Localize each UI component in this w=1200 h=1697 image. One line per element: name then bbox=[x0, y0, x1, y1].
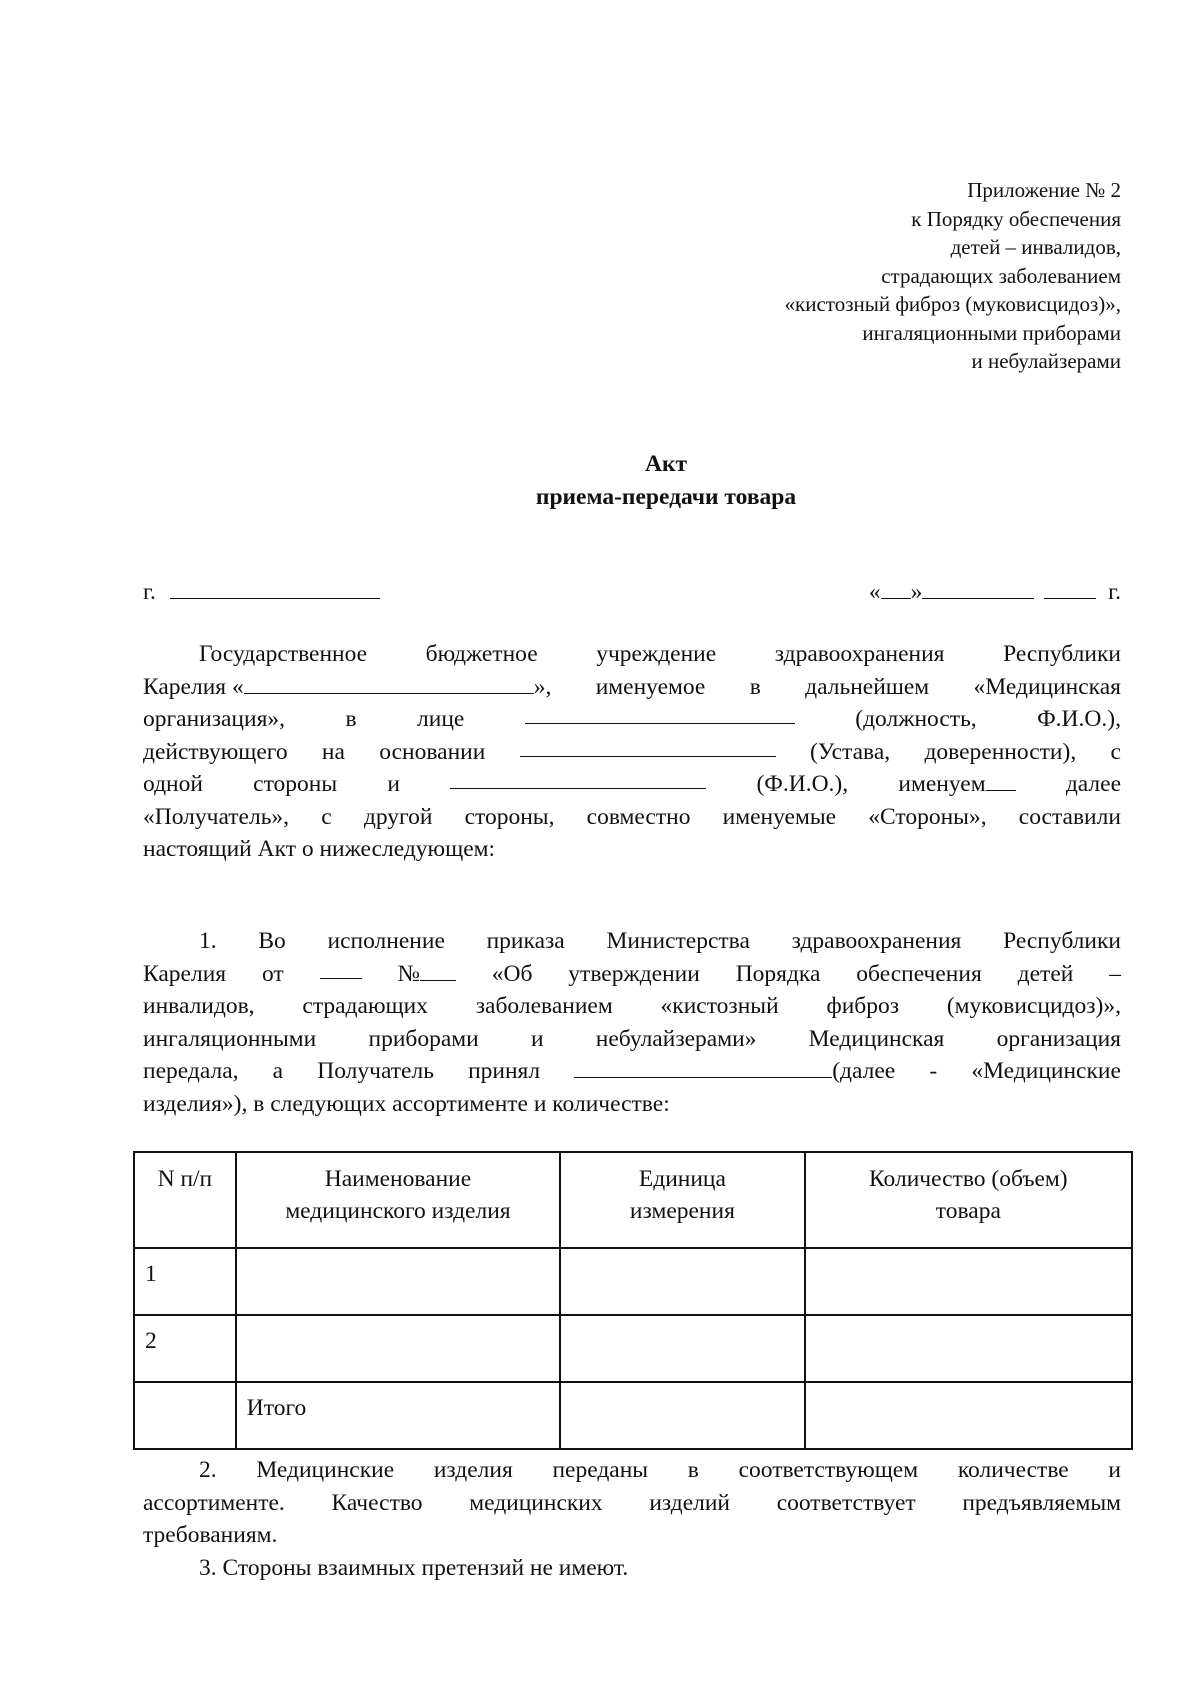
word: именуемые bbox=[722, 803, 837, 830]
date-open-quote: « bbox=[868, 579, 881, 605]
word: заболеванием bbox=[475, 993, 613, 1019]
word: далее bbox=[1065, 771, 1121, 797]
word: дальнейшем bbox=[805, 673, 930, 700]
word: Медицинские bbox=[256, 1457, 395, 1483]
goods-table bbox=[133, 1151, 1133, 1450]
word: совместно bbox=[586, 803, 691, 830]
table-cell: Итого bbox=[236, 1382, 560, 1449]
clause2-last-line: требованиям. bbox=[143, 1522, 278, 1548]
table-cell bbox=[134, 1382, 236, 1449]
word: Республики bbox=[1003, 928, 1121, 954]
intro-last-line: настоящий Акт о нижеследующем: bbox=[143, 836, 496, 862]
appendix-line: Приложение № 2 bbox=[967, 178, 1121, 202]
word: (должность, bbox=[855, 706, 977, 732]
header-text: Наименование bbox=[324, 1166, 472, 1192]
position-name-blank bbox=[525, 703, 795, 724]
word: учреждение bbox=[596, 641, 717, 667]
word: одной bbox=[143, 771, 203, 797]
order-number bbox=[397, 958, 455, 991]
word: обеспечения bbox=[856, 960, 982, 987]
word: и bbox=[530, 1025, 544, 1052]
word: предъявляемым bbox=[962, 1489, 1121, 1516]
clause2-row-1 bbox=[143, 1454, 1121, 1487]
word: и bbox=[1108, 1457, 1121, 1483]
table-cell: 2 bbox=[134, 1315, 236, 1382]
word: здравоохранения bbox=[791, 928, 962, 954]
word: передала, bbox=[143, 1058, 239, 1084]
word: составили bbox=[1018, 803, 1121, 830]
word: приборами bbox=[368, 1025, 479, 1052]
table-cell bbox=[805, 1315, 1132, 1382]
clause1-row-6 bbox=[143, 1088, 1121, 1121]
clause-3 bbox=[143, 1552, 1121, 1585]
date-close-quote: » bbox=[910, 579, 923, 605]
clause1-row-5 bbox=[143, 1055, 1121, 1088]
word: фиброз bbox=[826, 993, 900, 1019]
word: стороны bbox=[253, 771, 338, 797]
table-cell bbox=[560, 1248, 805, 1315]
title-line-1: Акт bbox=[644, 451, 688, 477]
appendix-line: ингаляционными приборами bbox=[862, 320, 1121, 345]
word: от bbox=[261, 960, 284, 987]
city-prefix: г. bbox=[143, 579, 156, 605]
year-blank bbox=[1044, 578, 1096, 599]
word: », bbox=[533, 673, 552, 700]
word: и bbox=[387, 771, 400, 797]
table-header-row bbox=[134, 1152, 1132, 1248]
document-title bbox=[0, 448, 1200, 514]
title-line-2: приема-передачи товара bbox=[535, 484, 797, 510]
word: приказа bbox=[486, 928, 565, 954]
word: Карелия bbox=[143, 960, 227, 987]
word: «кистозный bbox=[660, 993, 779, 1019]
intro-row-5 bbox=[143, 768, 1121, 801]
word: Республики bbox=[1003, 641, 1121, 667]
goods-blank bbox=[574, 1057, 832, 1078]
word: (Устава, bbox=[809, 738, 891, 765]
word: «Медицинская bbox=[973, 673, 1121, 700]
word: организация», bbox=[143, 706, 286, 732]
word: «Об bbox=[491, 960, 533, 987]
clause1-row-3 bbox=[143, 990, 1121, 1023]
intro-row-2 bbox=[143, 671, 1121, 704]
appendix-line: «кистозный фиброз (муковисцидоз)», bbox=[784, 292, 1121, 316]
word: инвалидов, bbox=[143, 993, 255, 1019]
city-blank bbox=[170, 578, 380, 599]
goods-blank-group bbox=[574, 1055, 895, 1088]
word: Министерства bbox=[606, 928, 750, 954]
word: (далее bbox=[832, 1058, 896, 1084]
word: 1. bbox=[199, 928, 217, 954]
word: переданы bbox=[552, 1457, 649, 1483]
word: «Медицинские bbox=[971, 1058, 1121, 1084]
table-cell bbox=[805, 1248, 1132, 1315]
org-name-blank bbox=[244, 673, 534, 694]
table-cell bbox=[236, 1248, 560, 1315]
table-cell bbox=[805, 1382, 1132, 1449]
table-total-row bbox=[134, 1382, 1132, 1449]
city-line bbox=[143, 578, 380, 606]
word: Порядка bbox=[735, 960, 821, 987]
word: страдающих bbox=[302, 993, 428, 1019]
appendix-line: и небулайзерами bbox=[971, 349, 1121, 373]
word: действующего bbox=[143, 738, 288, 765]
appendix-header bbox=[785, 176, 1121, 376]
day-blank bbox=[881, 578, 911, 599]
intro-row-1 bbox=[143, 638, 1121, 671]
named-word bbox=[898, 768, 1015, 801]
header-text: N п/п bbox=[157, 1166, 213, 1192]
word: № bbox=[397, 960, 420, 987]
intro-org-name bbox=[143, 671, 551, 704]
intro-row-7 bbox=[143, 833, 1121, 866]
intro-row-4 bbox=[143, 736, 1121, 769]
word: утверждении bbox=[568, 960, 700, 987]
word: с bbox=[1110, 738, 1121, 765]
word: исполнение bbox=[327, 928, 445, 954]
word: соответствующем bbox=[738, 1457, 919, 1483]
intro-row-3 bbox=[143, 703, 1121, 736]
word: детей bbox=[1017, 960, 1074, 987]
word: Получатель bbox=[317, 1058, 434, 1084]
word: - bbox=[929, 1058, 938, 1084]
order-number-blank bbox=[420, 960, 456, 981]
clause1-row-2 bbox=[143, 958, 1121, 991]
word: (муковисцидоз)», bbox=[946, 993, 1121, 1019]
word: в bbox=[345, 706, 357, 732]
word: Медицинская bbox=[808, 1025, 945, 1052]
word: доверенности), bbox=[924, 738, 1077, 765]
word: именуемое bbox=[595, 673, 706, 700]
word: лице bbox=[417, 706, 465, 732]
word: а bbox=[272, 1058, 284, 1084]
word: Ф.И.О.), bbox=[1037, 706, 1121, 732]
date-line bbox=[869, 578, 1121, 606]
word: изделия bbox=[433, 1457, 513, 1483]
header-text: медицинского изделия bbox=[285, 1198, 511, 1224]
word: здравоохранения bbox=[774, 641, 945, 667]
word: основании bbox=[379, 738, 486, 765]
word: Во bbox=[258, 928, 286, 954]
clause2-row-3 bbox=[143, 1519, 1121, 1552]
clause-1 bbox=[143, 925, 1121, 1120]
word: «Стороны», bbox=[868, 803, 987, 830]
word: небулайзерами» bbox=[595, 1025, 757, 1052]
word: бюджетное bbox=[425, 641, 538, 667]
appendix-line: страдающих заболеванием bbox=[881, 263, 1121, 288]
word: 2. bbox=[199, 1457, 217, 1483]
header-cell-quantity bbox=[805, 1152, 1132, 1248]
word: «Получатель», bbox=[143, 803, 290, 830]
clause1-last-line: изделия»), в следующих ассортименте и количестве: bbox=[143, 1090, 670, 1117]
table-cell bbox=[560, 1315, 805, 1382]
clause1-row-1 bbox=[143, 925, 1121, 958]
word: с bbox=[321, 803, 332, 830]
header-cell-name bbox=[236, 1152, 560, 1248]
word: Карелия « bbox=[143, 673, 244, 700]
appendix-line: к Порядку обеспечения bbox=[911, 206, 1121, 231]
word: принял bbox=[468, 1058, 541, 1084]
table-cell bbox=[560, 1382, 805, 1449]
word: именуем bbox=[898, 771, 986, 797]
appendix-line: детей – инвалидов, bbox=[950, 235, 1121, 259]
table-cell bbox=[236, 1315, 560, 1382]
word: количестве bbox=[957, 1457, 1069, 1483]
intro-row-6 bbox=[143, 801, 1121, 834]
header-cell-unit bbox=[560, 1152, 805, 1248]
word: ингаляционными bbox=[143, 1025, 317, 1052]
table-row bbox=[134, 1315, 1132, 1382]
table-cell: 1 bbox=[134, 1248, 236, 1315]
intro-paragraph bbox=[143, 638, 1121, 866]
word: соответствует bbox=[776, 1489, 916, 1516]
word: в bbox=[687, 1457, 699, 1483]
ending-blank bbox=[986, 770, 1016, 791]
word: медицинских bbox=[469, 1489, 603, 1516]
basis-blank bbox=[520, 736, 776, 757]
header-text: Количество (объем) bbox=[869, 1166, 1068, 1192]
month-blank bbox=[922, 578, 1034, 599]
word: организация bbox=[996, 1025, 1121, 1052]
header-cell-number bbox=[134, 1152, 236, 1248]
word: (Ф.И.О.), bbox=[756, 771, 849, 797]
word: другой bbox=[363, 803, 433, 830]
word: Качество bbox=[331, 1489, 423, 1516]
year-suffix: г. bbox=[1108, 579, 1121, 605]
header-text: товара bbox=[935, 1198, 1001, 1224]
word: – bbox=[1109, 960, 1121, 987]
order-date-blank bbox=[320, 958, 362, 979]
word: Государственное bbox=[199, 641, 368, 667]
word: изделий bbox=[649, 1489, 731, 1516]
table-row bbox=[134, 1248, 1132, 1315]
clause1-row-4 bbox=[143, 1023, 1121, 1056]
closing-clauses bbox=[143, 1454, 1121, 1584]
word: в bbox=[749, 673, 761, 700]
clause3-text: 3. Стороны взаимных претензий не имеют. bbox=[199, 1554, 629, 1581]
word: на bbox=[321, 738, 345, 765]
header-text: Единица bbox=[638, 1166, 726, 1192]
word: ассортименте. bbox=[143, 1489, 285, 1516]
recipient-name-blank bbox=[450, 768, 706, 789]
word: стороны, bbox=[464, 803, 555, 830]
clause2-row-2 bbox=[143, 1487, 1121, 1520]
header-text: измерения bbox=[629, 1198, 735, 1224]
